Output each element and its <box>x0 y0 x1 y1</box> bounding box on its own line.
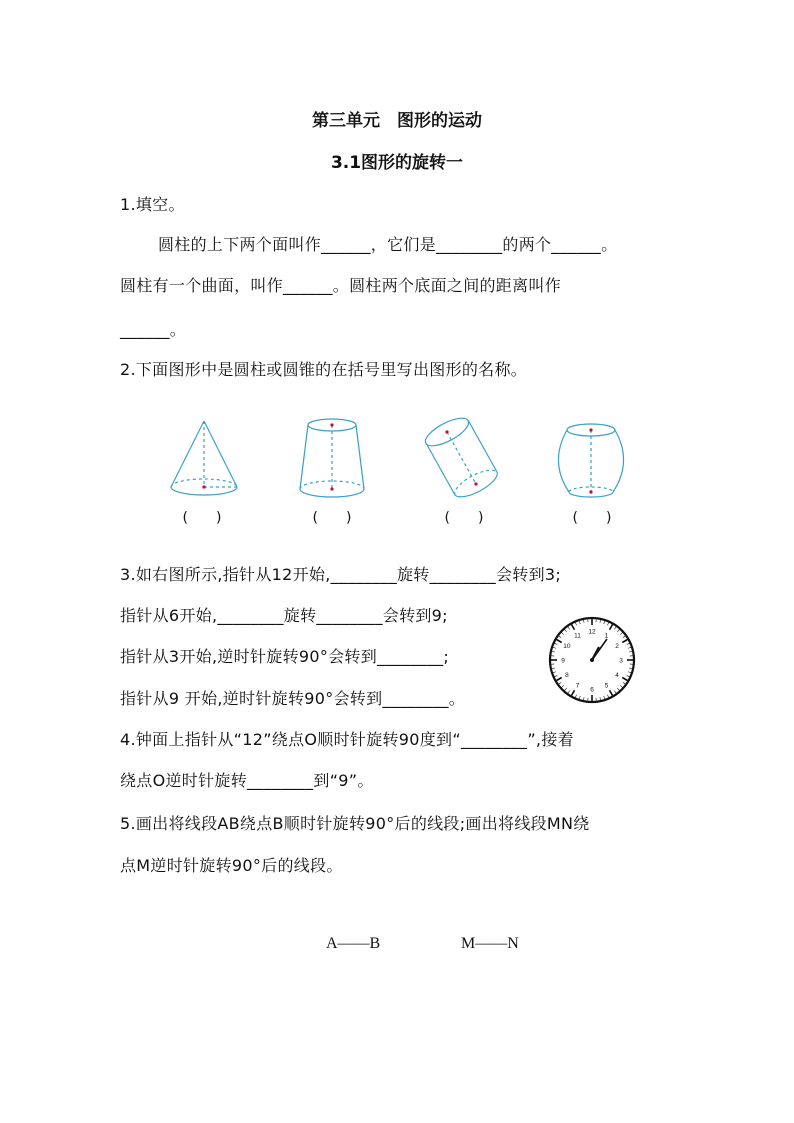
q4-line1: 4.钟面上指针从“12”绕点O顺时针旋转90度到“________”,接着 <box>120 730 574 749</box>
unit-title: 第三单元 图形的运动 <box>312 111 482 131</box>
q3-line4: 指针从9 开始,逆时针旋转90°会转到________。 <box>120 689 466 708</box>
answer-paren-4[interactable]: ( ) <box>572 510 612 526</box>
answer-paren-2[interactable]: ( ) <box>312 510 352 526</box>
q3-line3: 指针从3开始,逆时针旋转90°会转到________; <box>120 647 450 666</box>
answer-paren-1[interactable]: ( ) <box>182 510 222 526</box>
q3-line1: 3.如右图所示,指针从12开始,________旋转________会转到3; <box>120 565 562 584</box>
clock-number: 8 <box>565 672 569 679</box>
segment-mn: M——N <box>461 935 519 952</box>
clock-number: 6 <box>590 686 594 694</box>
clock-number: 9 <box>561 657 565 665</box>
q5-line1: 5.画出将线段AB绕点B顺时针旋转90°后的线段;画出将线段MN绕 <box>120 814 590 833</box>
tilted-cylinder-figure <box>418 412 508 502</box>
frustum-figure <box>295 413 370 503</box>
clock-number: 5 <box>604 682 609 690</box>
lesson-title: 3.1图形的旋转一 <box>330 153 464 173</box>
q1-line3: ______。 <box>120 320 187 339</box>
clock-number: 1 <box>604 632 609 640</box>
clock-number: 4 <box>615 672 619 679</box>
clock-center <box>590 658 594 662</box>
q3-line2: 指针从6开始,________旋转________会转到9; <box>120 606 448 625</box>
clock-face <box>547 615 637 705</box>
clock-number: 7 <box>575 682 580 690</box>
segment-ab: A——B <box>326 935 381 952</box>
clock-number: 2 <box>615 643 619 650</box>
q1-line1: 圆柱的上下两个面叫作______，它们是________的两个______。 <box>158 235 618 254</box>
clock-number: 11 <box>574 632 581 640</box>
clock-number: 10 <box>563 643 571 650</box>
cone-figure <box>165 415 245 500</box>
q2-heading: 2.下面图形中是圆柱或圆锥的在括号里写出图形的名称。 <box>120 360 528 379</box>
q5-line2: 点M逆时针旋转90°后的线段。 <box>120 856 343 875</box>
answer-paren-3[interactable]: ( ) <box>444 510 484 526</box>
clock-number: 3 <box>619 657 623 665</box>
clock-number: 12 <box>588 628 596 636</box>
q4-line2: 绕点O逆时针旋转________到“9”。 <box>120 771 374 790</box>
q1-heading: 1.填空。 <box>120 195 185 214</box>
barrel-figure <box>553 418 631 503</box>
q1-line2: 圆柱有一个曲面，叫作______。圆柱两个底面之间的距离叫作 <box>120 276 562 295</box>
